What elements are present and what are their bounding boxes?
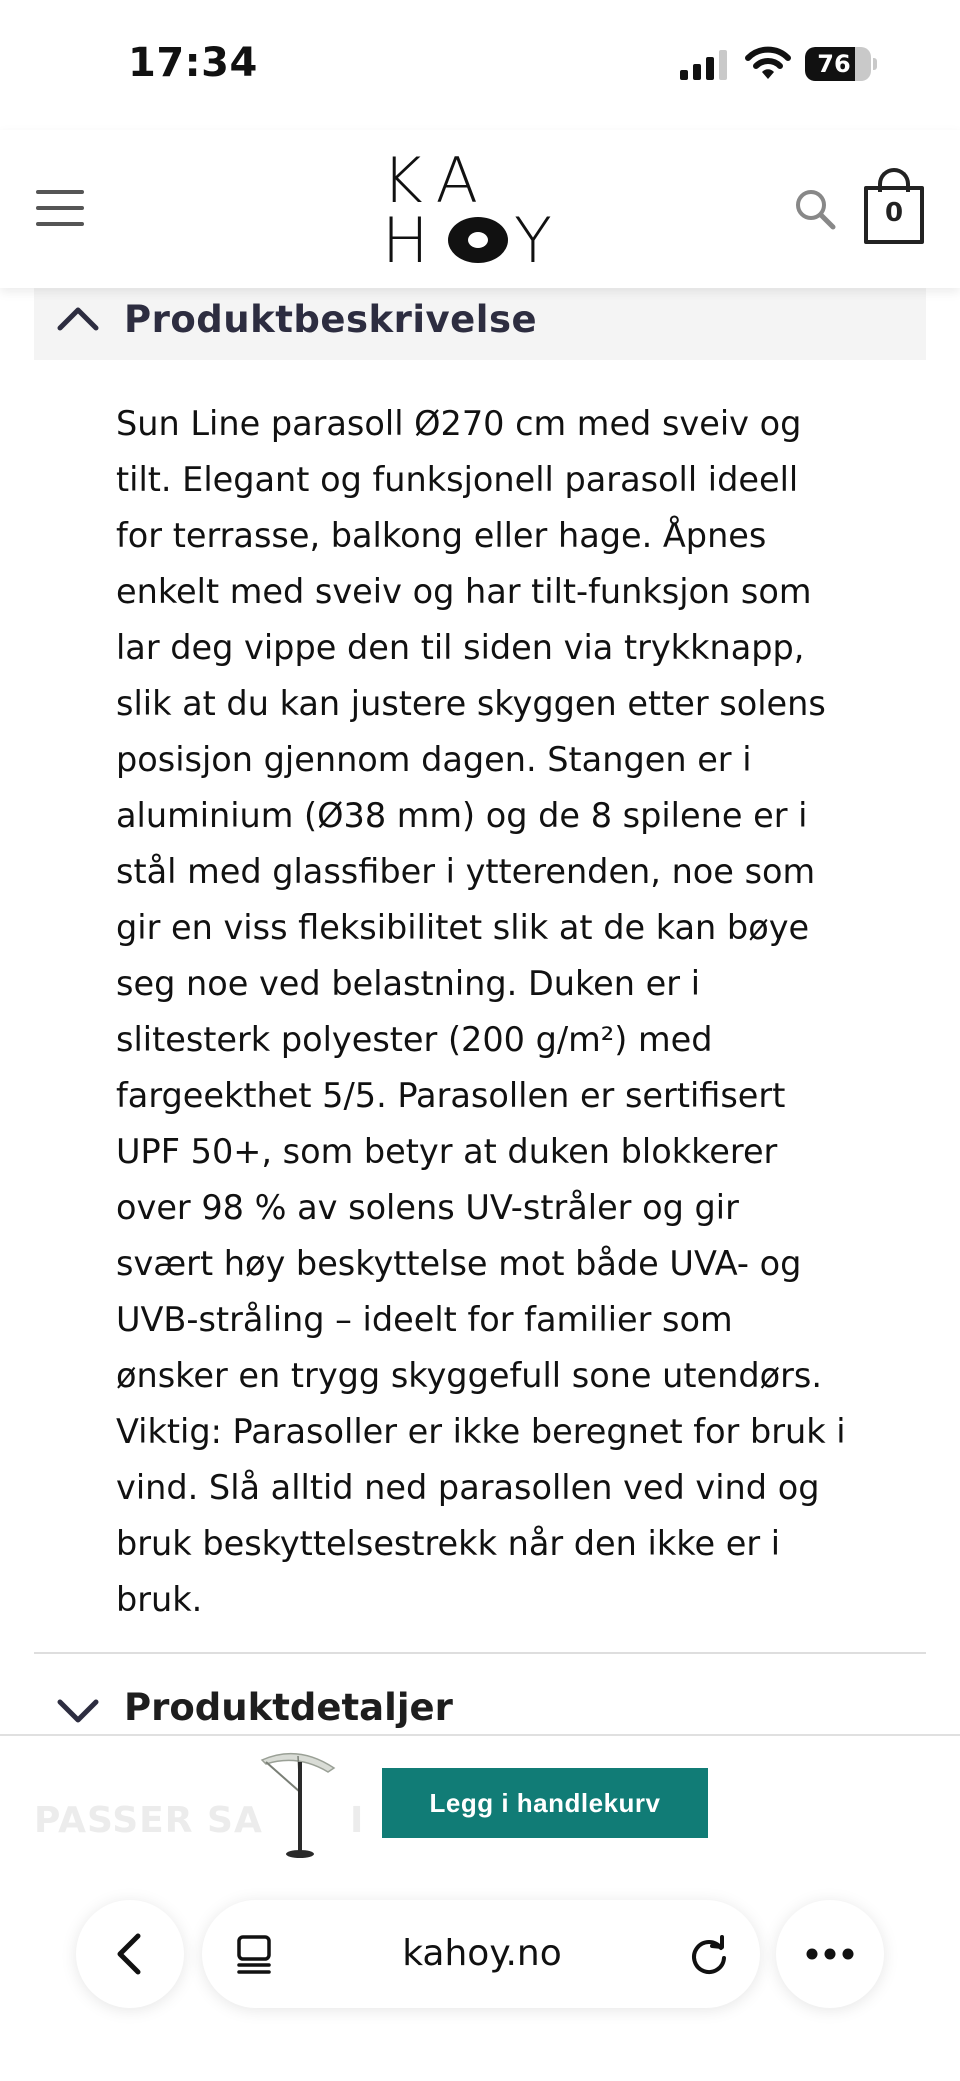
- related-heading-faded-tail: I: [350, 1800, 364, 1841]
- battery-indicator: [805, 47, 877, 81]
- product-thumbnail: [258, 1742, 358, 1862]
- accordion-product-details[interactable]: Produktdetaljer: [124, 1686, 453, 1729]
- back-button[interactable]: [76, 1900, 184, 2008]
- chevron-down-icon[interactable]: [56, 1696, 100, 1726]
- battery-body: [805, 47, 871, 81]
- url-text[interactable]: kahoy.no: [402, 1933, 562, 1974]
- status-bar: [0, 0, 960, 130]
- kahoy-logo[interactable]: [380, 150, 580, 270]
- status-time: 17:34: [128, 40, 258, 86]
- hamburger-icon[interactable]: [36, 190, 86, 226]
- cart-count: 0: [884, 198, 904, 228]
- battery-nub: [873, 58, 877, 70]
- accordion-product-description[interactable]: [34, 288, 926, 360]
- site-header: [0, 130, 960, 288]
- more-icon: [804, 1946, 856, 1962]
- svg-text:Y: Y: [514, 204, 552, 270]
- menu-line: [36, 222, 84, 226]
- svg-text:KA: KA: [382, 150, 492, 217]
- add-to-cart-button[interactable]: Legg i handlekurv: [382, 1768, 708, 1838]
- accordion-title: Produktbeskrivelse: [124, 298, 538, 341]
- cart-button[interactable]: [864, 168, 924, 244]
- divider: [34, 1652, 926, 1654]
- chevron-up-icon: [56, 302, 100, 332]
- reload-icon[interactable]: [688, 1934, 730, 1976]
- related-heading-faded: PASSER SA: [34, 1800, 263, 1841]
- tabs-icon[interactable]: [234, 1934, 274, 1974]
- wifi-icon: [745, 46, 791, 80]
- menu-line: [36, 206, 84, 210]
- battery-level: 76: [817, 50, 851, 78]
- product-description-text: Sun Line parasoll Ø270 cm med sveiv og tilt. Elegant og funksjonell parasoll ideell for terrasse, balkong eller hage. Åpnes enkelt med sveiv og har tilt-funksjon som lar deg vippe den til siden via trykknapp, slik at du kan justere skyggen etter solens posisjon gjennom dagen. Stangen er i aluminium (Ø38 mm) og de 8 spilene er i stål med glassfiber i ytterenden, noe som gir en viss fleksibilitet slik at de kan bøye seg noe ved belastning. Duken er i slitesterk polyester (200 g/m²) med fargeekthet 5/5. Parasollen er sertifisert UPF 50+, som betyr at duken blokkerer over 98 % av solens UV-stråler og gir svært høy beskyttelse mot både UVA- og UVB-stråling – ideelt for familier som ønsker en trygg skyggefull sone utendørs. Viktig: Parasoller er ikke beregnet for bruk i vind. Slå alltid ned parasollen ved vind og bruk beskyttelsestrekk når den ikke er i bruk.: [116, 404, 846, 1619]
- signal-icon: [680, 50, 730, 80]
- menu-line: [36, 190, 84, 194]
- svg-text:H: H: [382, 204, 429, 270]
- chevron-left-icon: [114, 1932, 144, 1976]
- search-icon[interactable]: [794, 188, 836, 230]
- browser-toolbar: [0, 1880, 960, 2081]
- more-button[interactable]: [776, 1900, 884, 2008]
- address-bar[interactable]: [202, 1900, 760, 2008]
